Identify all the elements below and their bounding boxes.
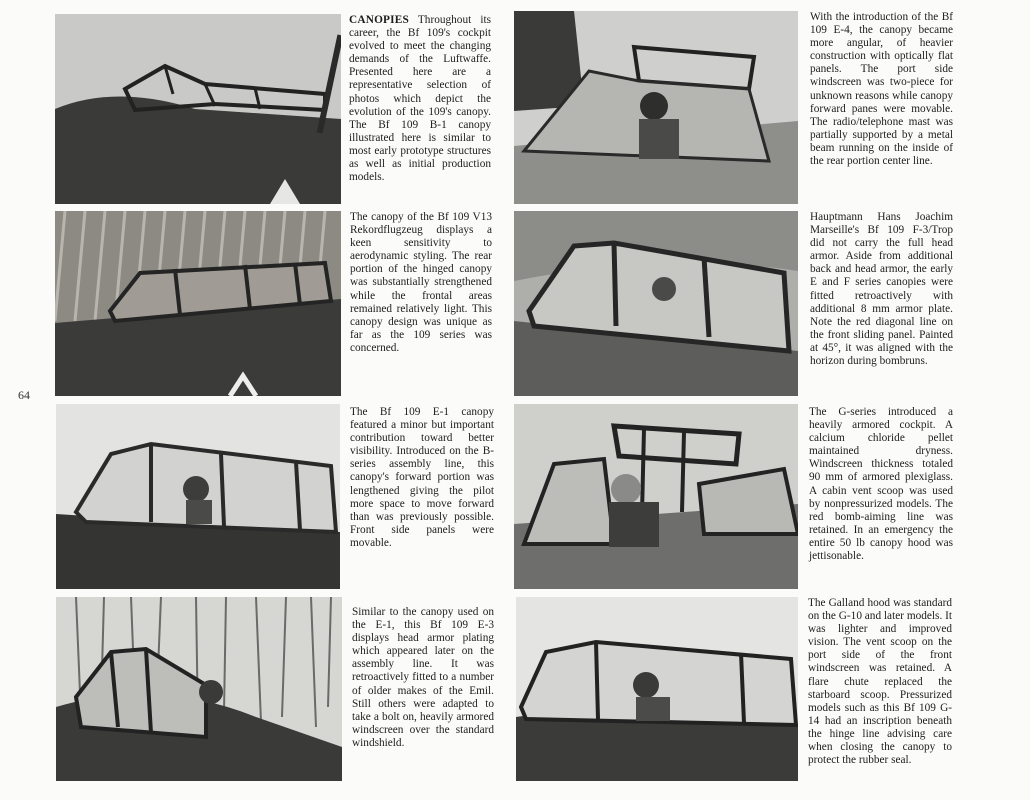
page-number: 64	[18, 388, 30, 402]
caption-g-series: The G-series introduced a heavily armored cockpit. A calcium chloride pellet maintained dryness. Windscreen thickness totaled 90 mm of armored plexiglass. A cabin vent scoop was used by nonpressurized models. The red bomb-aiming line was retained. In an emergency the entire 50 lb canopy hood was jettisonable.	[809, 406, 953, 563]
photo-canopy-e1	[56, 404, 340, 589]
caption-canopies-intro: CANOPIES Throughout its career, the Bf 109's cockpit evolved to meet the changing demands of the Luftwaffe. Presented here are a representative selection of photos which depict the evolution of the 109's canopy. The Bf 109 B-1 canopy illustrated here is similar to most early prototype structures as well as initial production models.	[349, 14, 492, 184]
photo-canopy-v13	[55, 211, 341, 396]
caption-e3: Similar to the canopy used on the E-1, this Bf 109 E-3 displays head armor plating which appeared later on the assembly line. It was retroactively fitted to a number of older makes of the Emil. Still others were adapted to take a bolt on, heavily armored windscreen over the standard windshield.	[352, 606, 494, 749]
section-heading: CANOPIES	[349, 14, 409, 26]
photo-canopy-g14-galland	[516, 597, 798, 781]
caption-v13: The canopy of the Bf 109 V13 Rekordflugzeug displays a keen sensitivity to aerodynamic styling. The rear portion of the hinged canopy was substantially strengthened while the frontal areas remained relatively light. This canopy design was unique as far as the 109 series was concerned.	[350, 211, 492, 354]
photo-canopy-e4	[514, 11, 798, 204]
photo-canopy-e3	[56, 597, 342, 781]
photo-canopy-f3trop	[514, 211, 798, 396]
caption-e1: The Bf 109 E-1 canopy featured a minor but important contribution toward better visibility. Introduced on the B-series assembly line, this canopy's forward portion was lengthened giving the pilot more space to move forward than was previously possible. Front side panels were movable.	[350, 406, 494, 549]
caption-f3trop: Hauptmann Hans Joachim Marseille's Bf 109 F-3/Trop did not carry the full head armor. Aside from additional back and head armor, the early E and F series canopies were fitted retroactively with additional 8 mm armor plate. Note the red diagonal line on the front sliding panel. Painted at 45°, it was aligned with the horizon during bombruns.	[810, 211, 953, 368]
caption-e4: With the introduction of the Bf 109 E-4, the canopy became more angular, of heavier construction with optically flat panels. The port side windscreen was two-piece for unknown reasons while canopy forward panes were movable. The radio/telephone mast was partially supported by a metal beam running on the inside of the rear portion center line.	[810, 11, 953, 168]
photo-canopy-b1	[55, 14, 341, 204]
caption-g14-galland: The Galland hood was standard on the G-10 and later models. It was lighter and improved vision. The vent scoop on the port side of the front windscreen was retained. A flare chute replaced the starboard scoop. Pressurized models such as this Bf 109 G-14 had an inscription beneath the hinge line advising care when closing the canopy to protect the rubber seal.	[808, 597, 952, 767]
photo-canopy-g-series	[514, 404, 798, 589]
